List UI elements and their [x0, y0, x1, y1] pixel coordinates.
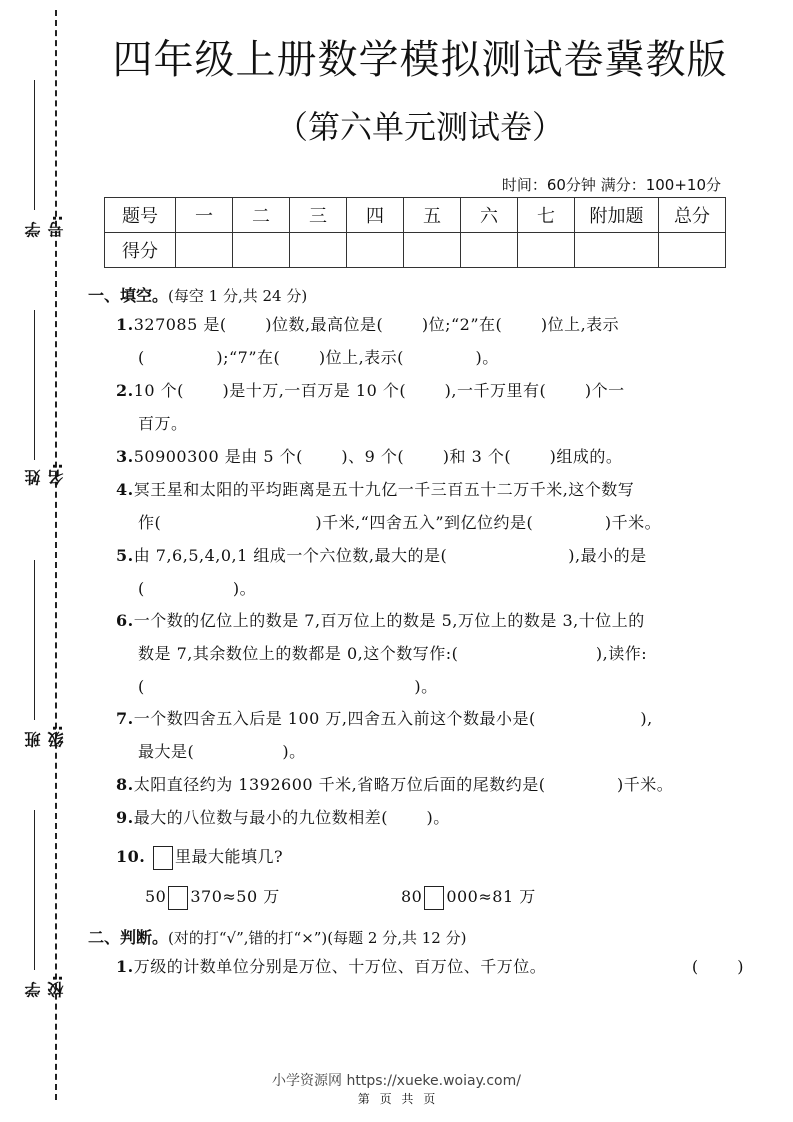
question-text[interactable]: 一个数四舍五入后是 100 万,四舍五入前这个数最小是( ), — [133, 709, 653, 728]
question-1-9 — [116, 801, 744, 834]
score-cell[interactable] — [233, 233, 290, 268]
footer-page-number: 第 页 共 页 — [357, 1092, 436, 1106]
question-text: 里最大能填几? — [174, 847, 284, 866]
score-col-7: 七 — [518, 198, 575, 233]
judgment-answer-blank[interactable]: ( ) — [691, 957, 744, 976]
binding-dashed-line — [55, 10, 57, 1100]
question-1-10-items — [145, 880, 773, 913]
score-col-total: 总分 — [659, 198, 726, 233]
answer-box-icon — [153, 846, 173, 870]
question-1-8 — [116, 768, 744, 801]
question-1-6 — [116, 604, 744, 703]
item-1-answer-box[interactable] — [168, 886, 188, 910]
question-text[interactable]: 最大是( )。 — [138, 742, 306, 761]
question-1-4 — [116, 473, 744, 539]
question-1-5 — [116, 539, 744, 605]
score-cell[interactable] — [404, 233, 461, 268]
score-table — [104, 197, 726, 268]
question-number: 4. — [116, 480, 134, 499]
question-text[interactable]: 50900300 是由 5 个( )、9 个( )和 3 个( )组成的。 — [133, 447, 623, 466]
question-text: 百万。 — [138, 414, 188, 433]
question-text: 万级的计数单位分别是万位、十万位、百万位、千万位。 — [133, 957, 547, 976]
question-number: 1. — [116, 315, 134, 334]
question-number: 10. — [116, 847, 146, 866]
section-1-heading — [88, 283, 307, 306]
class-line[interactable] — [34, 560, 35, 720]
question-number: 1. — [116, 957, 134, 976]
question-text[interactable]: ( );“7”在( )位上,表示( )。 — [138, 348, 499, 367]
question-number: 7. — [116, 709, 134, 728]
section-2-title: 二、判断。 — [88, 928, 169, 947]
section-2-heading — [88, 925, 466, 948]
question-1-10 — [116, 840, 744, 873]
score-cell[interactable] — [518, 233, 575, 268]
exam-meta: 时间：60分钟 满分：100+10分 — [501, 176, 721, 194]
score-col-5: 五 — [404, 198, 461, 233]
student-id-label: 学号: — [24, 215, 66, 238]
score-cell[interactable] — [659, 233, 726, 268]
item-1-after: 370≈50 万 — [190, 887, 280, 906]
question-2-1 — [116, 950, 744, 983]
question-1-7 — [116, 702, 744, 768]
section-2-note: (对的打“√”,错的打“×”)(每题 2 分,共 12 分) — [168, 929, 467, 947]
class-label: 班级: — [24, 725, 66, 748]
page-subtitle: （第六单元测试卷） — [275, 108, 564, 146]
question-text[interactable]: 太阳直径约为 1392600 千米,省略万位后面的尾数约是( )千米。 — [133, 775, 674, 794]
question-number: 2. — [116, 381, 134, 400]
section-1-title: 一、填空。 — [88, 286, 169, 305]
score-table-header-row — [105, 198, 726, 233]
question-text[interactable]: 数是 7,其余数位上的数都是 0,这个数写作:( ),读作: — [138, 644, 648, 663]
item-2-before: 80 — [400, 887, 423, 906]
question-text[interactable]: 327085 是( )位数,最高位是( )位;“2”在( )位上,表示 — [133, 315, 620, 334]
question-text[interactable]: ( )。 — [138, 677, 438, 696]
score-col-label: 题号 — [105, 198, 176, 233]
score-cell[interactable] — [347, 233, 404, 268]
student-id-line[interactable] — [34, 80, 35, 210]
item-1-before: 50 — [145, 887, 167, 906]
score-col-1: 一 — [176, 198, 233, 233]
score-cell[interactable] — [290, 233, 347, 268]
item-2-answer-box[interactable] — [424, 886, 444, 910]
question-number: 8. — [116, 775, 134, 794]
question-1-2 — [116, 374, 744, 440]
score-col-3: 三 — [290, 198, 347, 233]
score-col-6: 六 — [461, 198, 518, 233]
question-number: 6. — [116, 611, 134, 630]
section-1-note: (每空 1 分,共 24 分) — [168, 287, 308, 305]
question-text[interactable]: 由 7,6,5,4,0,1 组成一个六位数,最大的是( ),最小的是 — [133, 546, 647, 565]
question-number: 5. — [116, 546, 134, 565]
question-text[interactable]: 10 个( )是十万,一百万是 10 个( ),一千万里有( )个一 — [133, 381, 625, 400]
school-label: 学校: — [24, 975, 66, 998]
question-text: 冥王星和太阳的平均距离是五十九亿一千三百五十二万千米,这个数写 — [133, 480, 635, 499]
question-text[interactable]: 作( )千米,“四舍五入”到亿位约是( )千米。 — [138, 513, 662, 532]
school-line[interactable] — [34, 810, 35, 970]
item-2 — [401, 887, 536, 906]
score-cell[interactable] — [176, 233, 233, 268]
item-2-after: 000≈81 万 — [446, 887, 536, 906]
item-1 — [145, 887, 280, 906]
footer-source: 小学资源网 https://xueke.woiay.com/ — [272, 1073, 521, 1089]
score-table-score-row — [105, 233, 726, 268]
score-row-label: 得分 — [105, 233, 176, 268]
name-label: 姓名: — [24, 463, 66, 486]
score-cell[interactable] — [461, 233, 518, 268]
score-col-2: 二 — [233, 198, 290, 233]
page-title: 四年级上册数学模拟测试卷冀教版 — [112, 37, 728, 83]
question-text[interactable]: 最大的八位数与最小的九位数相差( )。 — [133, 808, 450, 827]
question-number: 3. — [116, 447, 134, 466]
question-number: 9. — [116, 808, 134, 827]
question-text[interactable]: ( )。 — [138, 579, 257, 598]
name-line[interactable] — [34, 310, 35, 460]
score-cell[interactable] — [575, 233, 659, 268]
question-1-1 — [116, 308, 744, 374]
score-col-4: 四 — [347, 198, 404, 233]
question-text: 一个数的亿位上的数是 7,百万位上的数是 5,万位上的数是 3,十位上的 — [133, 611, 645, 630]
score-col-bonus: 附加题 — [575, 198, 659, 233]
question-1-3 — [116, 440, 744, 473]
